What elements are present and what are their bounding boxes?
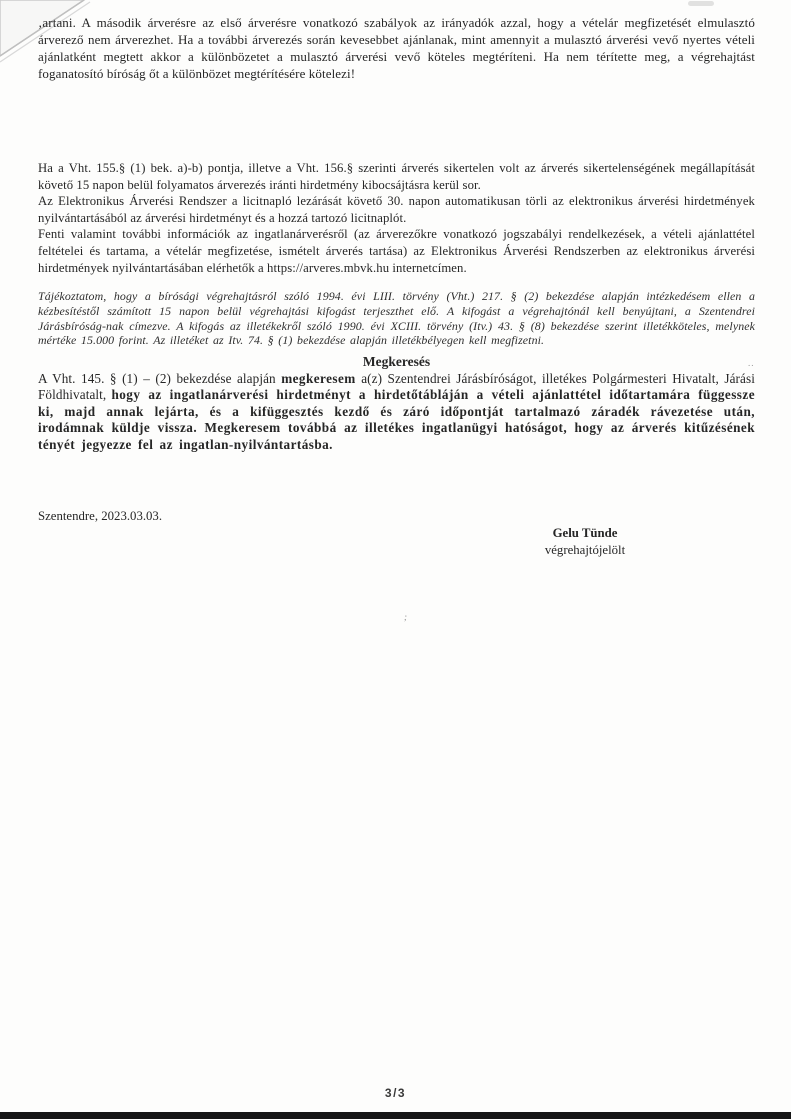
paragraph-electronic-auction-system: Az Elektronikus Árverési Rendszer a licitnapló lezárását követő 30. napon automatikusan törli az elektronikus árverési hirdetmények nyilvántartásából az árverési hirdetményt és a hozzá tartozó licitnaplót.	[38, 194, 755, 225]
signature-title: végrehajtójelölt	[544, 542, 626, 557]
paragraph-further-info-url: Fenti valamint további információk az ingatlanárverésről (az árverezőkre vonatkozó jogszabályi rendelkezések, a vételi ajánlattétel feltételei és tartama, a vételár megfizetése, ismételt árverés tartása) az Elektronikus Árverési Rendszerben az elektronikus árverési hirdetmények nyilvántartásában elérhetők a https://arveres.mbvk.hu internetcímen.	[38, 227, 755, 275]
paragraph-vht-155: Ha a Vht. 155.§ (1) bek. a)-b) pontja, illetve a Vht. 156.§ szerinti árverés sikertelen volt az árverés sikertelenségének megállapítását követő 15 napon belül folyamatos árverezés iránti hirdetmény kibocsájtásra kerül sor.	[38, 161, 755, 192]
signature-name: Gelu Tünde	[552, 526, 618, 540]
request-bold-megkeresem: megkeresem	[281, 371, 356, 386]
paragraph-second-auction-rules: ‚artani. A második árverésre az első árverésre vonatkozó szabályok az irányadók azzal, hogy a vételár megfizetését elmulasztó árverező nem árverezhet. Ha a további árverezés során kevesebbet ajánlanak, mint amennyit a mulasztó árverési vevő nyertes vételi ajánlatként megtett akkor a különbözetet a mulasztó árverési vevő köteles megtéríteni. Ha nem térítette meg, a végrehajtást foganatosító bíróság őt a különbözet megtérítésére kötelezi!	[38, 15, 755, 81]
page-number: 3/3	[384, 1086, 407, 1100]
auction-info-block	[38, 160, 755, 276]
request-intro-text: A Vht. 145. § (1) – (2) bekezdése alapján	[38, 371, 282, 386]
request-bold-body: hogy az ingatlanárverési hirdetményt a hirdetőtábláján a vételi ajánlattétel időtartamára függessze ki, majd annak lejárta, és a kifüggesztés kezdő és záró időpontját tartalmazó záradék rávezetése után, irodámnak küldje vissza. Megkeresem továbbá az illetékes ingatlanügyi hatóságot, hogy az árverés kitűzésének tényét jegyezze fel az ingatlan-nyilvántartásba.	[38, 387, 755, 452]
scan-dots-artifact: ..	[748, 358, 755, 368]
scan-bottom-edge	[0, 1112, 791, 1119]
date-line: Szentendre, 2023.03.03.	[38, 509, 163, 523]
scan-smudge-artifact	[688, 1, 714, 6]
request-middle-text: a(z) Szentendrei Járásbíróságot, illetékes Polgármesteri Hivatalt, Járási Földhivatalt,	[38, 371, 756, 403]
paragraph-request	[38, 371, 755, 453]
scan-mark-artifact: ;	[404, 612, 407, 622]
paragraph-legal-notice-italic: Tájékoztatom, hogy a bírósági végrehajtásról szóló 1994. évi LIII. törvény (Vht.) 217. § (2) bekezdése alapján intézkedésem ellen a kézbesítéstől számított 15 napon belül végrehajtási kifogást terjeszthet elő. A kifogást a végrehajtónál kell benyújtani, a Szentendrei Járásbíróság-nak címezve. A kifogás az illetékekről szóló 1990. évi XCIII. törvény (Itv.) 43. § (8) bekezdése szerint illetékköteles, melynek mértéke 15.000 forint. Az illetéket az Itv. 74. § (1) bekezdése alapján illetékbélyegen kell megfizetni.	[38, 289, 755, 348]
signature-block	[460, 525, 710, 558]
section-heading-megkereses: Megkeresés	[362, 354, 431, 369]
